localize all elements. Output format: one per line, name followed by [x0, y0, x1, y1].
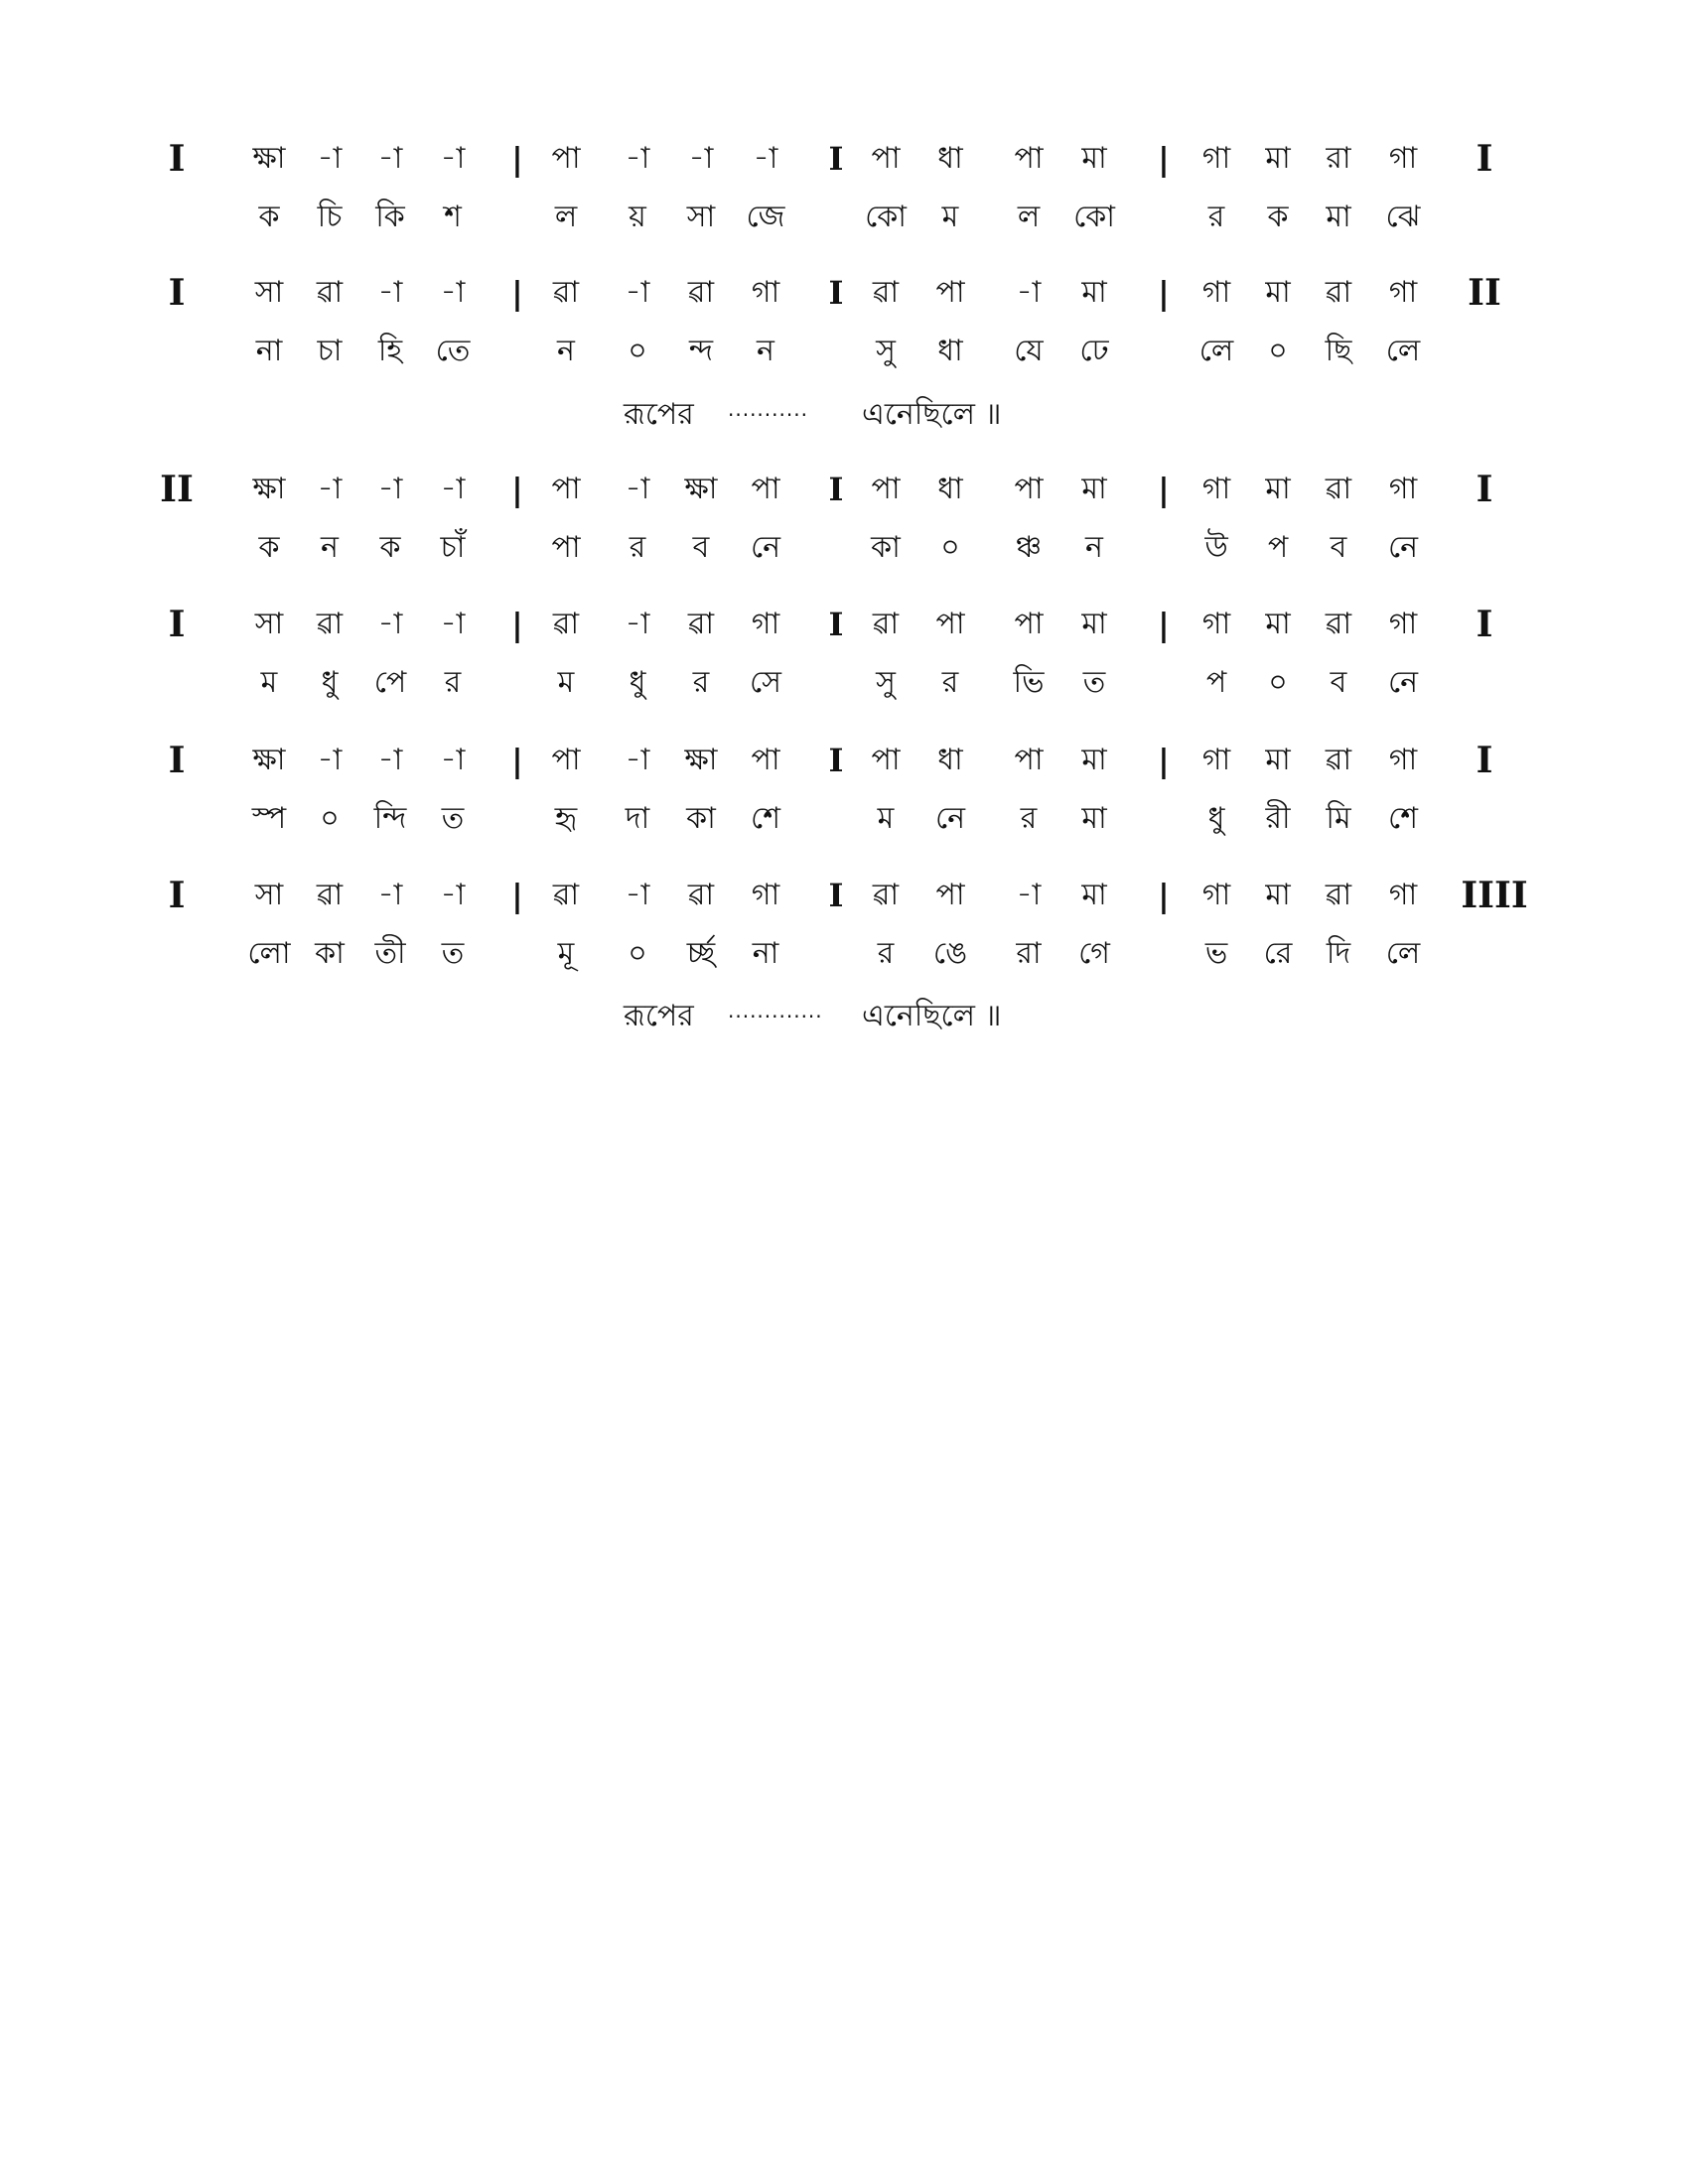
lyric-syllable: ত: [441, 801, 465, 836]
measure-barline: |: [511, 140, 523, 178]
note-cell: গা: [1388, 607, 1418, 641]
lyric-syllable: সু: [876, 665, 896, 700]
note-row: [0, 460, 1688, 519]
lyric-syllable: তে: [435, 334, 471, 368]
lyric-syllable: কা: [315, 936, 345, 971]
note-cell: -া: [377, 743, 403, 777]
lyric-syllable: ব: [1330, 530, 1347, 565]
note-cell: গা: [1388, 743, 1418, 777]
note-cell: -া: [317, 141, 343, 176]
lyric-syllable: নে: [1387, 530, 1419, 565]
lyric-syllable: লে: [1385, 334, 1421, 368]
refrain-dots: ·············: [728, 1005, 823, 1028]
lyric-syllable: মি: [1326, 801, 1351, 836]
lyric-syllable: নে: [750, 530, 781, 565]
lyric-syllable: রা: [1016, 936, 1042, 971]
lyric-syllable: ধু: [1207, 801, 1225, 836]
note-cell: পা: [1014, 607, 1044, 641]
note-cell: -া: [688, 141, 714, 176]
lyric-syllable: নে: [934, 801, 966, 836]
lyric-syllable: ম: [941, 200, 959, 234]
note-cell: মা: [1081, 607, 1107, 641]
refrain-line: [0, 385, 1688, 445]
note-cell: পা: [871, 141, 901, 176]
opening-barline: II: [160, 469, 194, 510]
lyric-syllable: শে: [1388, 801, 1418, 836]
note-cell: পা: [1014, 472, 1044, 506]
note-cell: গা: [751, 607, 780, 641]
measure-barline: I: [828, 274, 844, 312]
lyric-syllable: মা: [1081, 801, 1107, 836]
note-cell: -া: [377, 878, 403, 912]
note-cell: -া: [625, 275, 650, 310]
measure-barline: |: [1158, 274, 1170, 312]
note-cell: পা: [871, 743, 901, 777]
note-cell: মা: [1081, 878, 1107, 912]
lyric-syllable: ন্দি: [373, 801, 407, 836]
note-cell: ৱা: [687, 878, 715, 912]
lyric-syllable: চি: [317, 200, 343, 234]
note-cell: -া: [440, 275, 466, 310]
lyric-syllable: র: [1020, 801, 1038, 836]
lyric-syllable: র: [692, 665, 710, 700]
lyric-syllable: রে: [1263, 936, 1293, 971]
note-cell: পা: [871, 472, 901, 506]
lyric-syllable: ০: [940, 530, 960, 565]
lyric-row: [0, 789, 1688, 849]
lyric-syllable: প: [1267, 530, 1289, 565]
lyric-syllable: ঢে: [1079, 334, 1109, 368]
closing-barline: I: [1476, 138, 1493, 180]
note-cell: গা: [1201, 141, 1231, 176]
note-cell: গা: [1201, 275, 1231, 310]
note-cell: -া: [440, 878, 466, 912]
note-cell: -া: [377, 472, 403, 506]
lyric-syllable: স্প: [251, 801, 287, 836]
closing-barline: II: [1468, 272, 1501, 314]
lyric-syllable: নে: [1387, 665, 1419, 700]
note-cell: -া: [625, 141, 650, 176]
lyric-syllable: ল: [554, 200, 578, 234]
note-cell: মা: [1081, 472, 1107, 506]
lyric-syllable: লে: [1198, 334, 1234, 368]
opening-barline: I: [168, 272, 186, 314]
note-cell: ৱা: [1325, 878, 1352, 912]
note-cell: ৱা: [687, 275, 715, 310]
measure-barline: |: [511, 742, 523, 779]
lyric-syllable: র্চ্ছ: [686, 936, 716, 971]
lyric-syllable: ত: [1082, 665, 1106, 700]
lyric-syllable: ত: [441, 936, 465, 971]
note-cell: ক্ষা: [252, 472, 286, 506]
measure-barline: |: [511, 471, 523, 508]
lyric-syllable: না: [255, 334, 283, 368]
note-row: [0, 263, 1688, 323]
note-cell: মা: [1265, 878, 1291, 912]
note-row: [0, 129, 1688, 189]
measure-barline: I: [828, 742, 844, 779]
lyric-syllable: র: [877, 936, 895, 971]
lyric-syllable: চা: [317, 334, 343, 368]
note-cell: ৱা: [872, 607, 900, 641]
note-cell: সা: [254, 878, 284, 912]
note-cell: ৱা: [552, 275, 580, 310]
note-cell: -া: [625, 607, 650, 641]
measure-barline: I: [828, 471, 844, 508]
note-cell: মা: [1265, 607, 1291, 641]
note-cell: ধা: [937, 472, 963, 506]
note-cell: পা: [551, 141, 581, 176]
note-cell: গা: [1388, 141, 1418, 176]
note-cell: গা: [1201, 743, 1231, 777]
lyric-syllable: ক: [258, 530, 280, 565]
note-cell: মা: [1265, 275, 1291, 310]
refrain-start: রূপের: [624, 397, 694, 432]
lyric-syllable: র: [1207, 200, 1225, 234]
closing-barline: I: [1476, 469, 1493, 510]
note-cell: ৱা: [687, 607, 715, 641]
lyric-syllable: কো: [865, 200, 907, 234]
note-cell: ৱা: [552, 607, 580, 641]
measure-barline: |: [511, 274, 523, 312]
note-cell: ৱা: [1325, 275, 1352, 310]
lyric-syllable: হৃ: [554, 801, 578, 836]
note-cell: ধা: [937, 743, 963, 777]
opening-barline: I: [168, 604, 186, 645]
note-row: [0, 866, 1688, 925]
lyric-syllable: দি: [1326, 936, 1351, 971]
lyric-syllable: ঝে: [1385, 200, 1421, 234]
note-cell: সা: [254, 275, 284, 310]
note-cell: -া: [625, 743, 650, 777]
lyric-syllable: পা: [551, 530, 581, 565]
lyric-syllable: ভি: [1013, 665, 1045, 700]
note-cell: ক্ষা: [684, 472, 718, 506]
note-cell: গা: [751, 275, 780, 310]
note-row: [0, 731, 1688, 790]
lyric-syllable: লো: [247, 936, 291, 971]
note-cell: -া: [753, 141, 778, 176]
note-cell: -া: [317, 743, 343, 777]
lyric-syllable: সু: [876, 334, 896, 368]
lyric-syllable: র: [941, 665, 959, 700]
note-cell: ৱা: [1325, 743, 1352, 777]
note-cell: ৱা: [1325, 607, 1352, 641]
lyric-row: [0, 924, 1688, 984]
note-cell: ক্ষা: [252, 743, 286, 777]
lyric-syllable: শ: [444, 200, 462, 234]
note-cell: গা: [1388, 472, 1418, 506]
lyric-syllable: ব: [692, 530, 710, 565]
note-cell: ধা: [937, 141, 963, 176]
lyric-syllable: দা: [625, 801, 650, 836]
lyric-syllable: ০: [320, 801, 340, 836]
lyric-row: [0, 322, 1688, 381]
note-cell: -া: [440, 472, 466, 506]
note-cell: -া: [440, 607, 466, 641]
opening-barline: I: [168, 138, 186, 180]
note-row: [0, 595, 1688, 654]
note-cell: ৱা: [552, 878, 580, 912]
note-cell: গা: [1388, 275, 1418, 310]
lyric-syllable: শে: [751, 801, 780, 836]
note-cell: -া: [317, 472, 343, 506]
lyric-syllable: ব: [1330, 665, 1347, 700]
lyric-syllable: ক: [1267, 200, 1289, 234]
note-cell: ৱা: [316, 878, 344, 912]
measure-barline: |: [1158, 742, 1170, 779]
lyric-syllable: লে: [1385, 936, 1421, 971]
lyric-syllable: ০: [628, 936, 647, 971]
closing-barline: I: [1476, 604, 1493, 645]
note-cell: পা: [551, 472, 581, 506]
note-cell: -া: [377, 141, 403, 176]
measure-barline: |: [1158, 471, 1170, 508]
lyric-syllable: ধু: [629, 665, 646, 700]
lyric-syllable: ঞ্চ: [1015, 530, 1043, 565]
lyric-syllable: উ: [1204, 530, 1228, 565]
lyric-syllable: হি: [377, 334, 403, 368]
note-cell: মা: [1265, 141, 1291, 176]
measure-barline: |: [1158, 877, 1170, 914]
lyric-syllable: ০: [1268, 334, 1288, 368]
note-cell: মা: [1265, 472, 1291, 506]
lyric-syllable: সা: [686, 200, 716, 234]
lyric-syllable: ০: [628, 334, 647, 368]
lyric-syllable: রী: [1265, 801, 1291, 836]
closing-barline: I: [1476, 740, 1493, 781]
lyric-row: [0, 188, 1688, 247]
measure-barline: |: [511, 877, 523, 914]
note-cell: -া: [440, 743, 466, 777]
note-cell: পা: [751, 472, 780, 506]
lyric-syllable: ল: [1017, 200, 1041, 234]
lyric-syllable: য়: [629, 200, 646, 234]
refrain-end: এনেছিলে ॥: [862, 999, 1002, 1033]
lyric-syllable: ছি: [1325, 334, 1352, 368]
lyric-syllable: মূ: [557, 936, 575, 971]
refrain-line: [0, 987, 1688, 1046]
note-cell: -া: [1016, 275, 1042, 310]
lyric-syllable: ম: [260, 665, 278, 700]
lyric-syllable: কো: [1073, 200, 1115, 234]
opening-barline: I: [168, 875, 186, 916]
lyric-syllable: পে: [373, 665, 407, 700]
lyric-row: [0, 653, 1688, 713]
note-cell: ৱা: [1325, 472, 1352, 506]
note-cell: পা: [751, 743, 780, 777]
note-cell: ক্ষা: [684, 743, 718, 777]
note-cell: -া: [377, 275, 403, 310]
lyric-syllable: চাঁ: [440, 530, 466, 565]
note-cell: ক্ষা: [252, 141, 286, 176]
lyric-syllable: যে: [1014, 334, 1044, 368]
note-cell: গা: [751, 878, 780, 912]
note-cell: মা: [1081, 743, 1107, 777]
measure-barline: I: [828, 140, 844, 178]
lyric-syllable: র: [629, 530, 646, 565]
refrain-end: এনেছিলে ॥: [862, 397, 1002, 432]
lyric-syllable: প: [1205, 665, 1227, 700]
lyric-syllable: ন: [557, 334, 575, 368]
note-cell: মা: [1081, 141, 1107, 176]
measure-barline: |: [511, 606, 523, 643]
lyric-syllable: কা: [686, 801, 716, 836]
lyric-syllable: ন: [321, 530, 339, 565]
lyric-syllable: মা: [1326, 200, 1351, 234]
lyric-syllable: ধা: [937, 334, 963, 368]
opening-barline: I: [168, 740, 186, 781]
note-cell: গা: [1201, 878, 1231, 912]
lyric-syllable: ন্দ: [688, 334, 714, 368]
measure-barline: |: [1158, 606, 1170, 643]
note-cell: ৱা: [316, 275, 344, 310]
lyric-syllable: ঙে: [932, 936, 968, 971]
lyric-syllable: ম: [557, 665, 575, 700]
note-cell: ৱা: [872, 275, 900, 310]
note-cell: ৱা: [316, 607, 344, 641]
measure-barline: I: [828, 606, 844, 643]
refrain-start: রূপের: [624, 999, 694, 1033]
note-cell: মা: [1081, 275, 1107, 310]
lyric-syllable: সে: [750, 665, 781, 700]
note-cell: -া: [1016, 878, 1042, 912]
lyric-syllable: কি: [375, 200, 405, 234]
note-cell: -া: [625, 472, 650, 506]
lyric-syllable: ধু: [321, 665, 339, 700]
lyric-syllable: তী: [374, 936, 406, 971]
lyric-syllable: ক: [379, 530, 401, 565]
note-cell: পা: [935, 878, 965, 912]
note-cell: পা: [935, 275, 965, 310]
lyric-syllable: ম: [877, 801, 895, 836]
lyric-syllable: জে: [746, 200, 785, 234]
note-cell: পা: [935, 607, 965, 641]
lyric-syllable: ০: [1268, 665, 1288, 700]
refrain-dots: ···········: [728, 403, 808, 427]
closing-barline: IIII: [1461, 875, 1528, 916]
note-cell: ৱা: [872, 878, 900, 912]
note-cell: পা: [1014, 743, 1044, 777]
lyric-syllable: ভ: [1204, 936, 1228, 971]
lyric-syllable: কা: [871, 530, 901, 565]
note-cell: -া: [440, 141, 466, 176]
lyric-syllable: র: [444, 665, 462, 700]
note-cell: পা: [1014, 141, 1044, 176]
note-cell: রা: [1326, 141, 1351, 176]
lyric-syllable: ন: [757, 334, 774, 368]
note-cell: পা: [551, 743, 581, 777]
note-cell: গা: [1388, 878, 1418, 912]
lyric-syllable: ন: [1085, 530, 1103, 565]
note-cell: গা: [1201, 607, 1231, 641]
lyric-row: [0, 518, 1688, 578]
note-cell: -া: [377, 607, 403, 641]
note-cell: গা: [1201, 472, 1231, 506]
lyric-syllable: না: [752, 936, 779, 971]
measure-barline: I: [828, 877, 844, 914]
note-cell: -া: [625, 878, 650, 912]
measure-barline: |: [1158, 140, 1170, 178]
lyric-syllable: ক: [258, 200, 280, 234]
note-cell: মা: [1265, 743, 1291, 777]
lyric-syllable: গে: [1078, 936, 1110, 971]
note-cell: সা: [254, 607, 284, 641]
